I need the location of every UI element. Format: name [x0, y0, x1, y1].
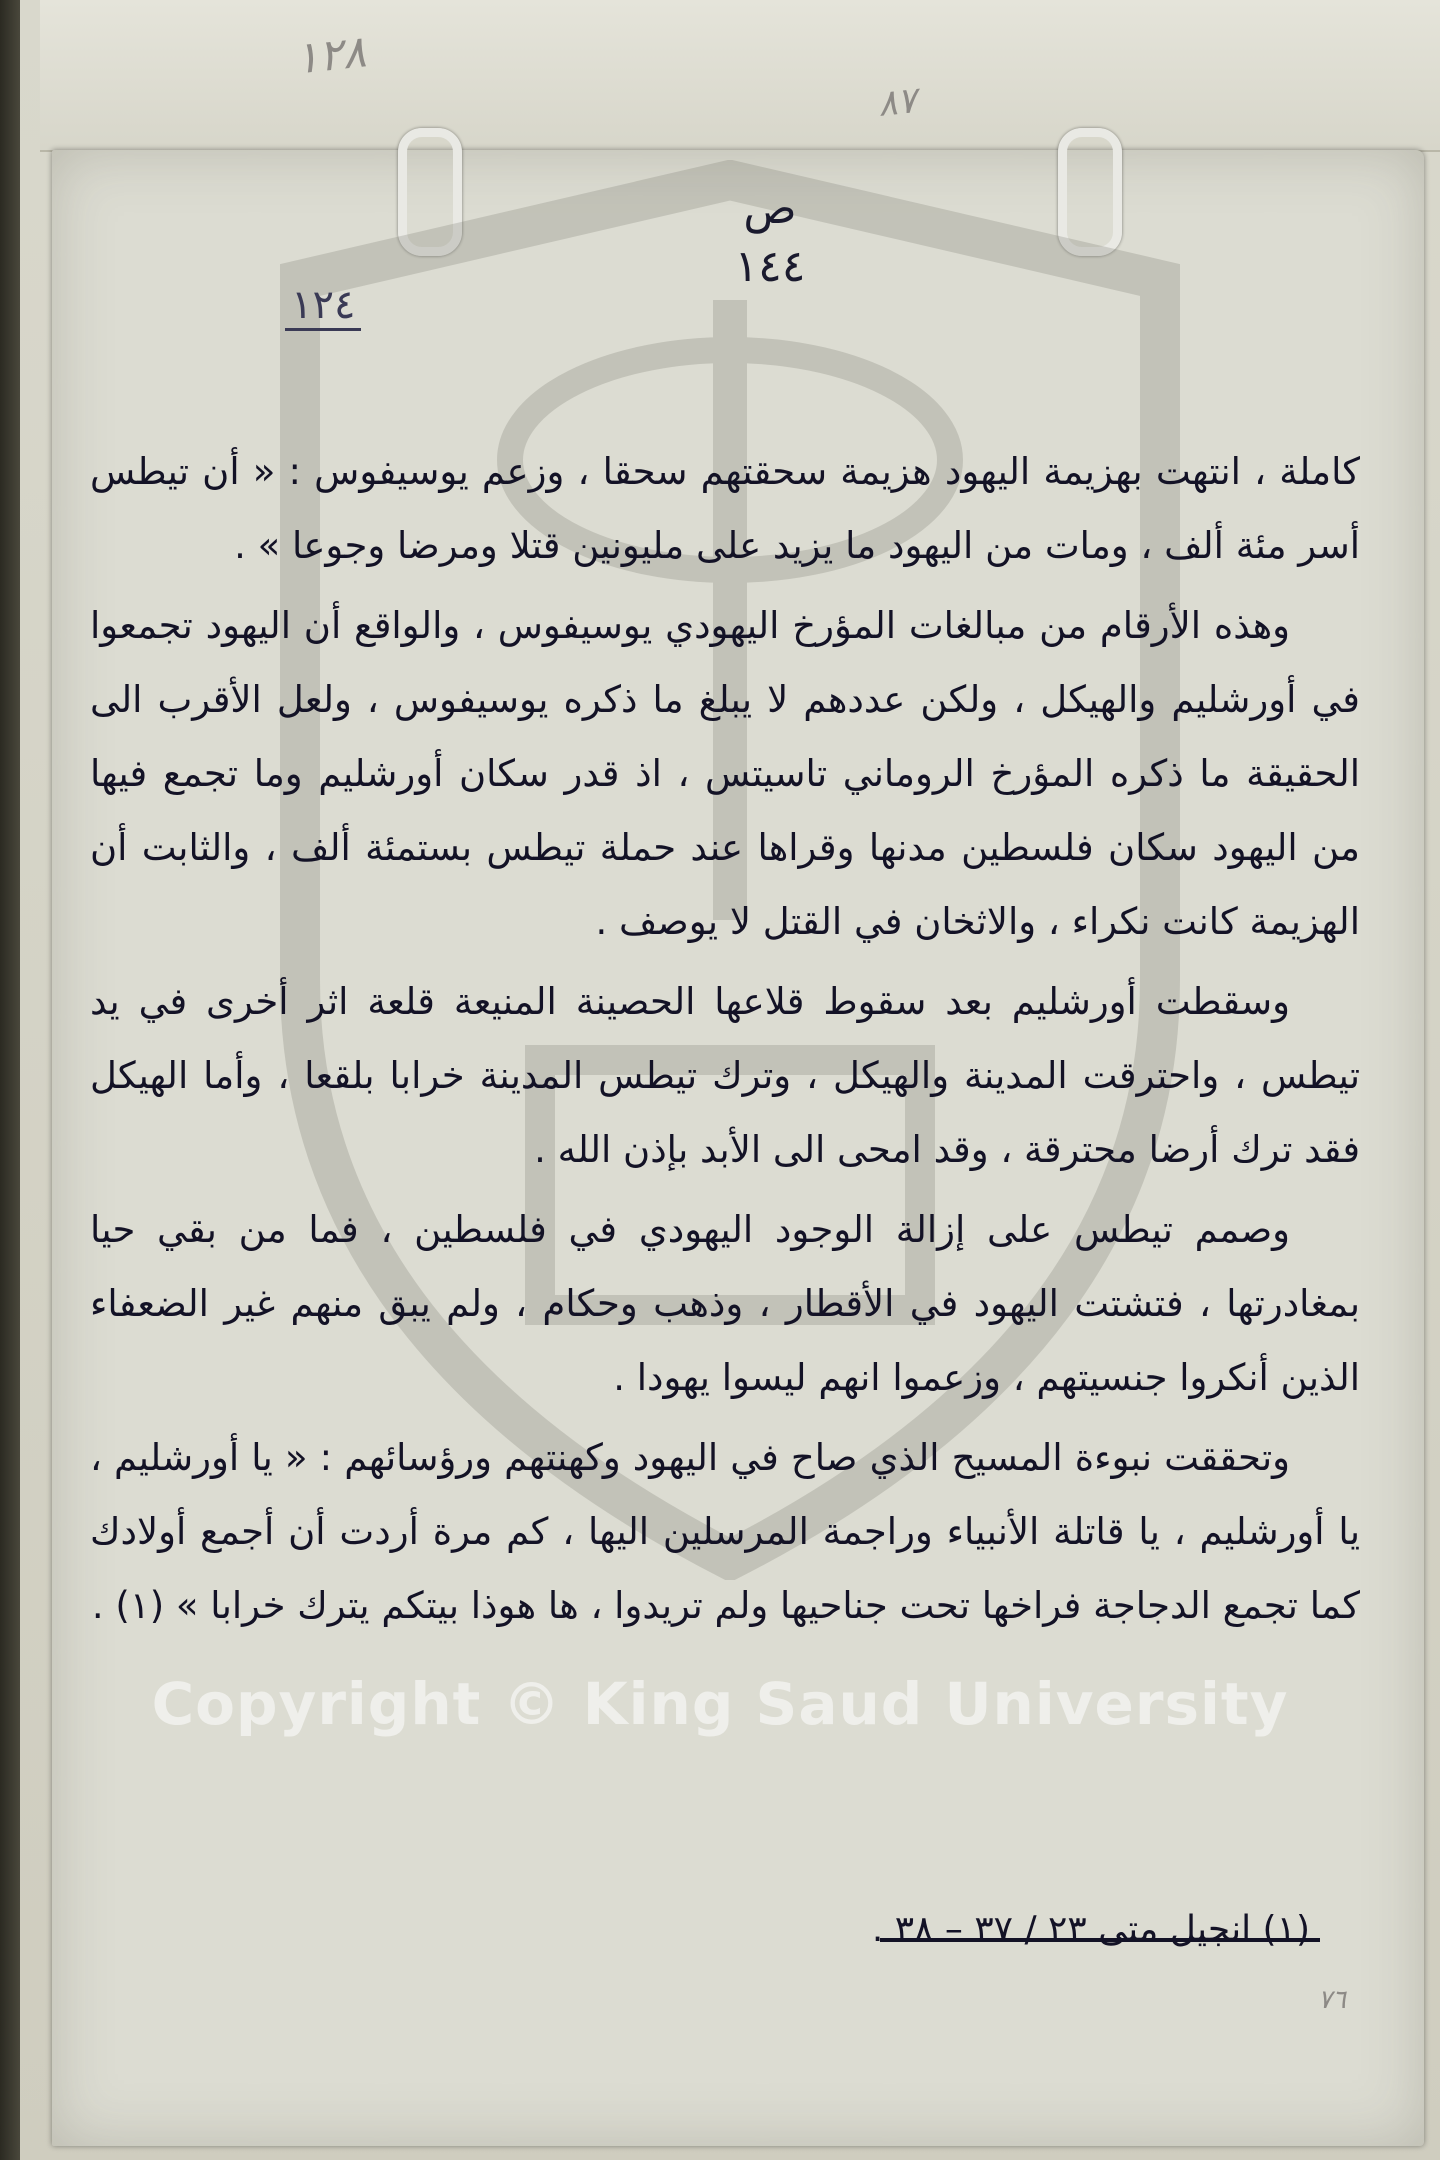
folio-mark: ١٢٤	[285, 282, 361, 331]
paragraph-2: وهذه الأرقام من مبالغات المؤرخ اليهودي يوسيفوس ، والواقع أن اليهود تجمعوا في أورشليم والهيكل ، ولكن عددهم لا يبلغ ما ذكره يوسيفوس ، ولعل الأقرب الى الحقيقة ما ذكره المؤرخ الروماني تاسيتس ، اذ قدر سكان أورشليم وما تجمع فيها من اليهود سكان فلسطين مدنها وقراها عند حملة تيطس بستمئة ألف ، والثابت أن الهزيمة كانت نكراء ، والاثخان في القتل لا يوصف .	[90, 604, 1360, 943]
copyright-watermark: Copyright © King Saud University	[151, 1670, 1289, 1738]
page-label-letter: ص	[743, 183, 797, 234]
page-label-number: ١٤٤	[734, 241, 806, 292]
page-number: ٧٦	[1318, 1985, 1346, 2015]
page-heading	[700, 180, 840, 296]
paragraph-1: كاملة ، انتهت بهزيمة اليهود هزيمة سحقتهم سحقا ، وزعم يوسيفوس : « أن تيطس أسر مئة ألف ، ومات من اليهود ما يزيد على مليونين قتلا ومرضا وجوعا » .	[90, 450, 1360, 567]
paragraph-3: وسقطت أورشليم بعد سقوط قلاعها الحصينة المنيعة قلعة اثر أخرى في يد تيطس ، واحترقت المدينة والهيكل ، وترك تيطس المدينة خرابا بلقعا ، وأما الهيكل فقد ترك أرضا محترقة ، وقد امحى الى الأبد بإذن الله .	[90, 980, 1360, 1171]
pencil-reference-top: ١٢٨	[292, 26, 369, 85]
paragraph-5: وتحققت نبوءة المسيح الذي صاح في اليهود وكهنتهم ورؤسائهم : « يا أورشليم ، يا أورشليم ، يا قاتلة الأنبياء وراجمة المرسلين اليها ، كم مرة أردت أن أجمع أولادك كما تجمع الدجاجة فراخها تحت جناحيها ولم تريدوا ، ها هوذا بيتكم يترك خرابا » (١) .	[90, 1436, 1360, 1627]
handwritten-body	[90, 435, 1360, 1649]
footnote: (١) انجيل متى ٢٣ / ٣٧ – ٣٨ .	[871, 1909, 1310, 1950]
previous-page-strip	[40, 0, 1440, 152]
pencil-reference-strip: ٨٧	[875, 80, 919, 125]
paragraph-4: وصمم تيطس على إزالة الوجود اليهودي في فلسطين ، فما من بقي حيا بمغادرتها ، فتشتت اليهود في الأقطار ، وذهب وحكام ، ولم يبق منهم غير الضعفاء الذين أنكروا جنسيتهم ، وزعموا انهم ليسوا يهودا .	[90, 1208, 1360, 1399]
